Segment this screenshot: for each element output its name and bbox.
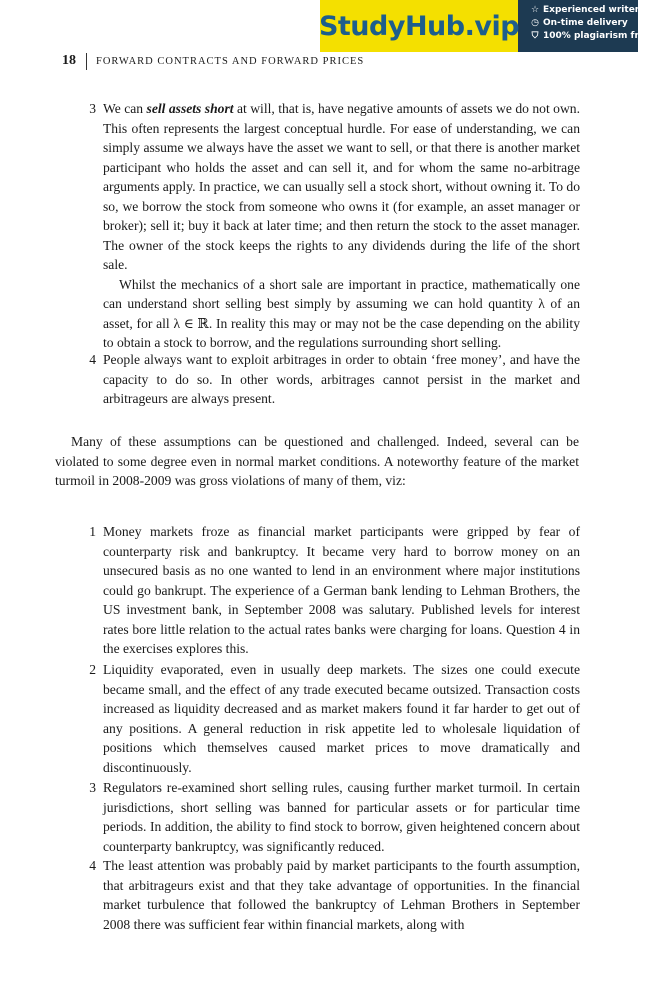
feature-label: 100% plagiarism free [543,31,651,41]
list-number: 4 [89,858,96,873]
list-item [84,856,580,934]
list-item [84,99,580,353]
list-item-text: Money markets froze as financial market participants were gripped by fear of counterparty risk and bankruptcy. It became very hard to borrow money on an unsecured basis as no one wanted to lend in an environment where major institutions could go bankrupt. The experience of a German bank lending to Lehman Brothers, the US investment bank, in September 2008 was salutary. Published levels for interest rates bore little relation to the actual rates banks were charging for loans. Question 4 in the exercises explores this. [103,524,580,656]
list-item [84,778,580,856]
feature-item [530,4,651,17]
list-item [84,660,580,777]
list-item [84,522,580,659]
page-number: 18 [62,53,76,68]
chapter-title: FORWARD CONTRACTS AND FORWARD PRICES [96,55,365,67]
feature-item [530,17,651,30]
list-item-text: Regulators re-examined short selling rules, causing further market turmoil. In certain jurisdictions, short selling was banned for particular assets or for particular time periods. In addition, the ability to find stock to borrow, given heightened concern about counterparty bankruptcy, was significantly reduced. [103,780,580,854]
list-item-text: People always want to exploit arbitrages in order to obtain ‘free money’, and have the capacity to do so. In other words, arbitrages cannot persist in the market and arbitrageurs are always present. [103,352,580,406]
text-run: at will, that is, have negative amounts of assets we do not own. This often represents the largest conceptual hurdle. For ease of understanding, we can simply assume we always have the asset we want to sell, or that there is another market participant who holds the asset and can sell it, and for whom the same no-arbitrage arguments apply. In practice, we can usually sell a stock short, without owning it. To do so, we borrow the stock from someone who owns it (for example, an asset manager or broker); sell it; buy it back at later time; and then return the stock to the asset manager. The owner of the stock keeps the rights to any dividends during the life of the short sale. [103,101,580,272]
list-number: 4 [89,352,96,367]
feature-label: Experienced writers [543,5,645,15]
emphasis-text: sell assets short [146,101,234,116]
list-item [84,350,580,409]
feature-item [530,30,651,43]
shield-icon: ⛉ [531,31,539,41]
text-run: We can [103,101,147,116]
list-number: 1 [89,524,96,539]
brand-logo[interactable]: StudyHub.vip [320,0,518,52]
list-number: 2 [89,662,96,677]
list-item-text [103,99,580,275]
list-number: 3 [89,780,96,795]
clock-icon: ◷ [531,18,539,28]
header-divider [86,53,87,70]
feature-label: On-time delivery [543,18,628,28]
list-item-text: The least attention was probably paid by market participants to the fourth assumption, that arbitrageurs exist and that they take advantage of opportunities. In the financial market turbulence that followed the bankruptcy of Lehman Brothers in September 2008 there was sufficient fear within financial markets, along with [103,858,580,932]
body-paragraph: Many of these assumptions can be questioned and challenged. Indeed, several can be violated to some degree even in normal market conditions. A noteworthy feature of the market turmoil in 2008-2009 was gross violations of many of them, viz: [55,434,579,488]
list-number: 3 [89,101,96,116]
list-item-text: Liquidity evaporated, even in usually deep markets. The sizes one could execute became small, and the effect of any trade executed became outsized. Transaction costs increased as liquidity decreased and as market makers found it far harder to get out of any positions. A general reduction in risk appetite led to wholesale liquidation of positions which themselves caused market prices to move dramatically and discontinuously. [103,662,580,775]
advert-banner[interactable] [318,0,651,52]
running-header [62,52,364,70]
star-icon: ☆ [530,5,540,15]
feature-list [518,0,651,52]
list-item-subparagraph: Whilst the mechanics of a short sale are important in practice, mathematically one can understand short selling best simply by assuming we can hold quantity λ of an asset, for all λ ∈ ℝ. In reality this may or may not be the case depending on the ability to obtain a stock to borrow, and the regulations surrounding short selling. [103,276,580,350]
